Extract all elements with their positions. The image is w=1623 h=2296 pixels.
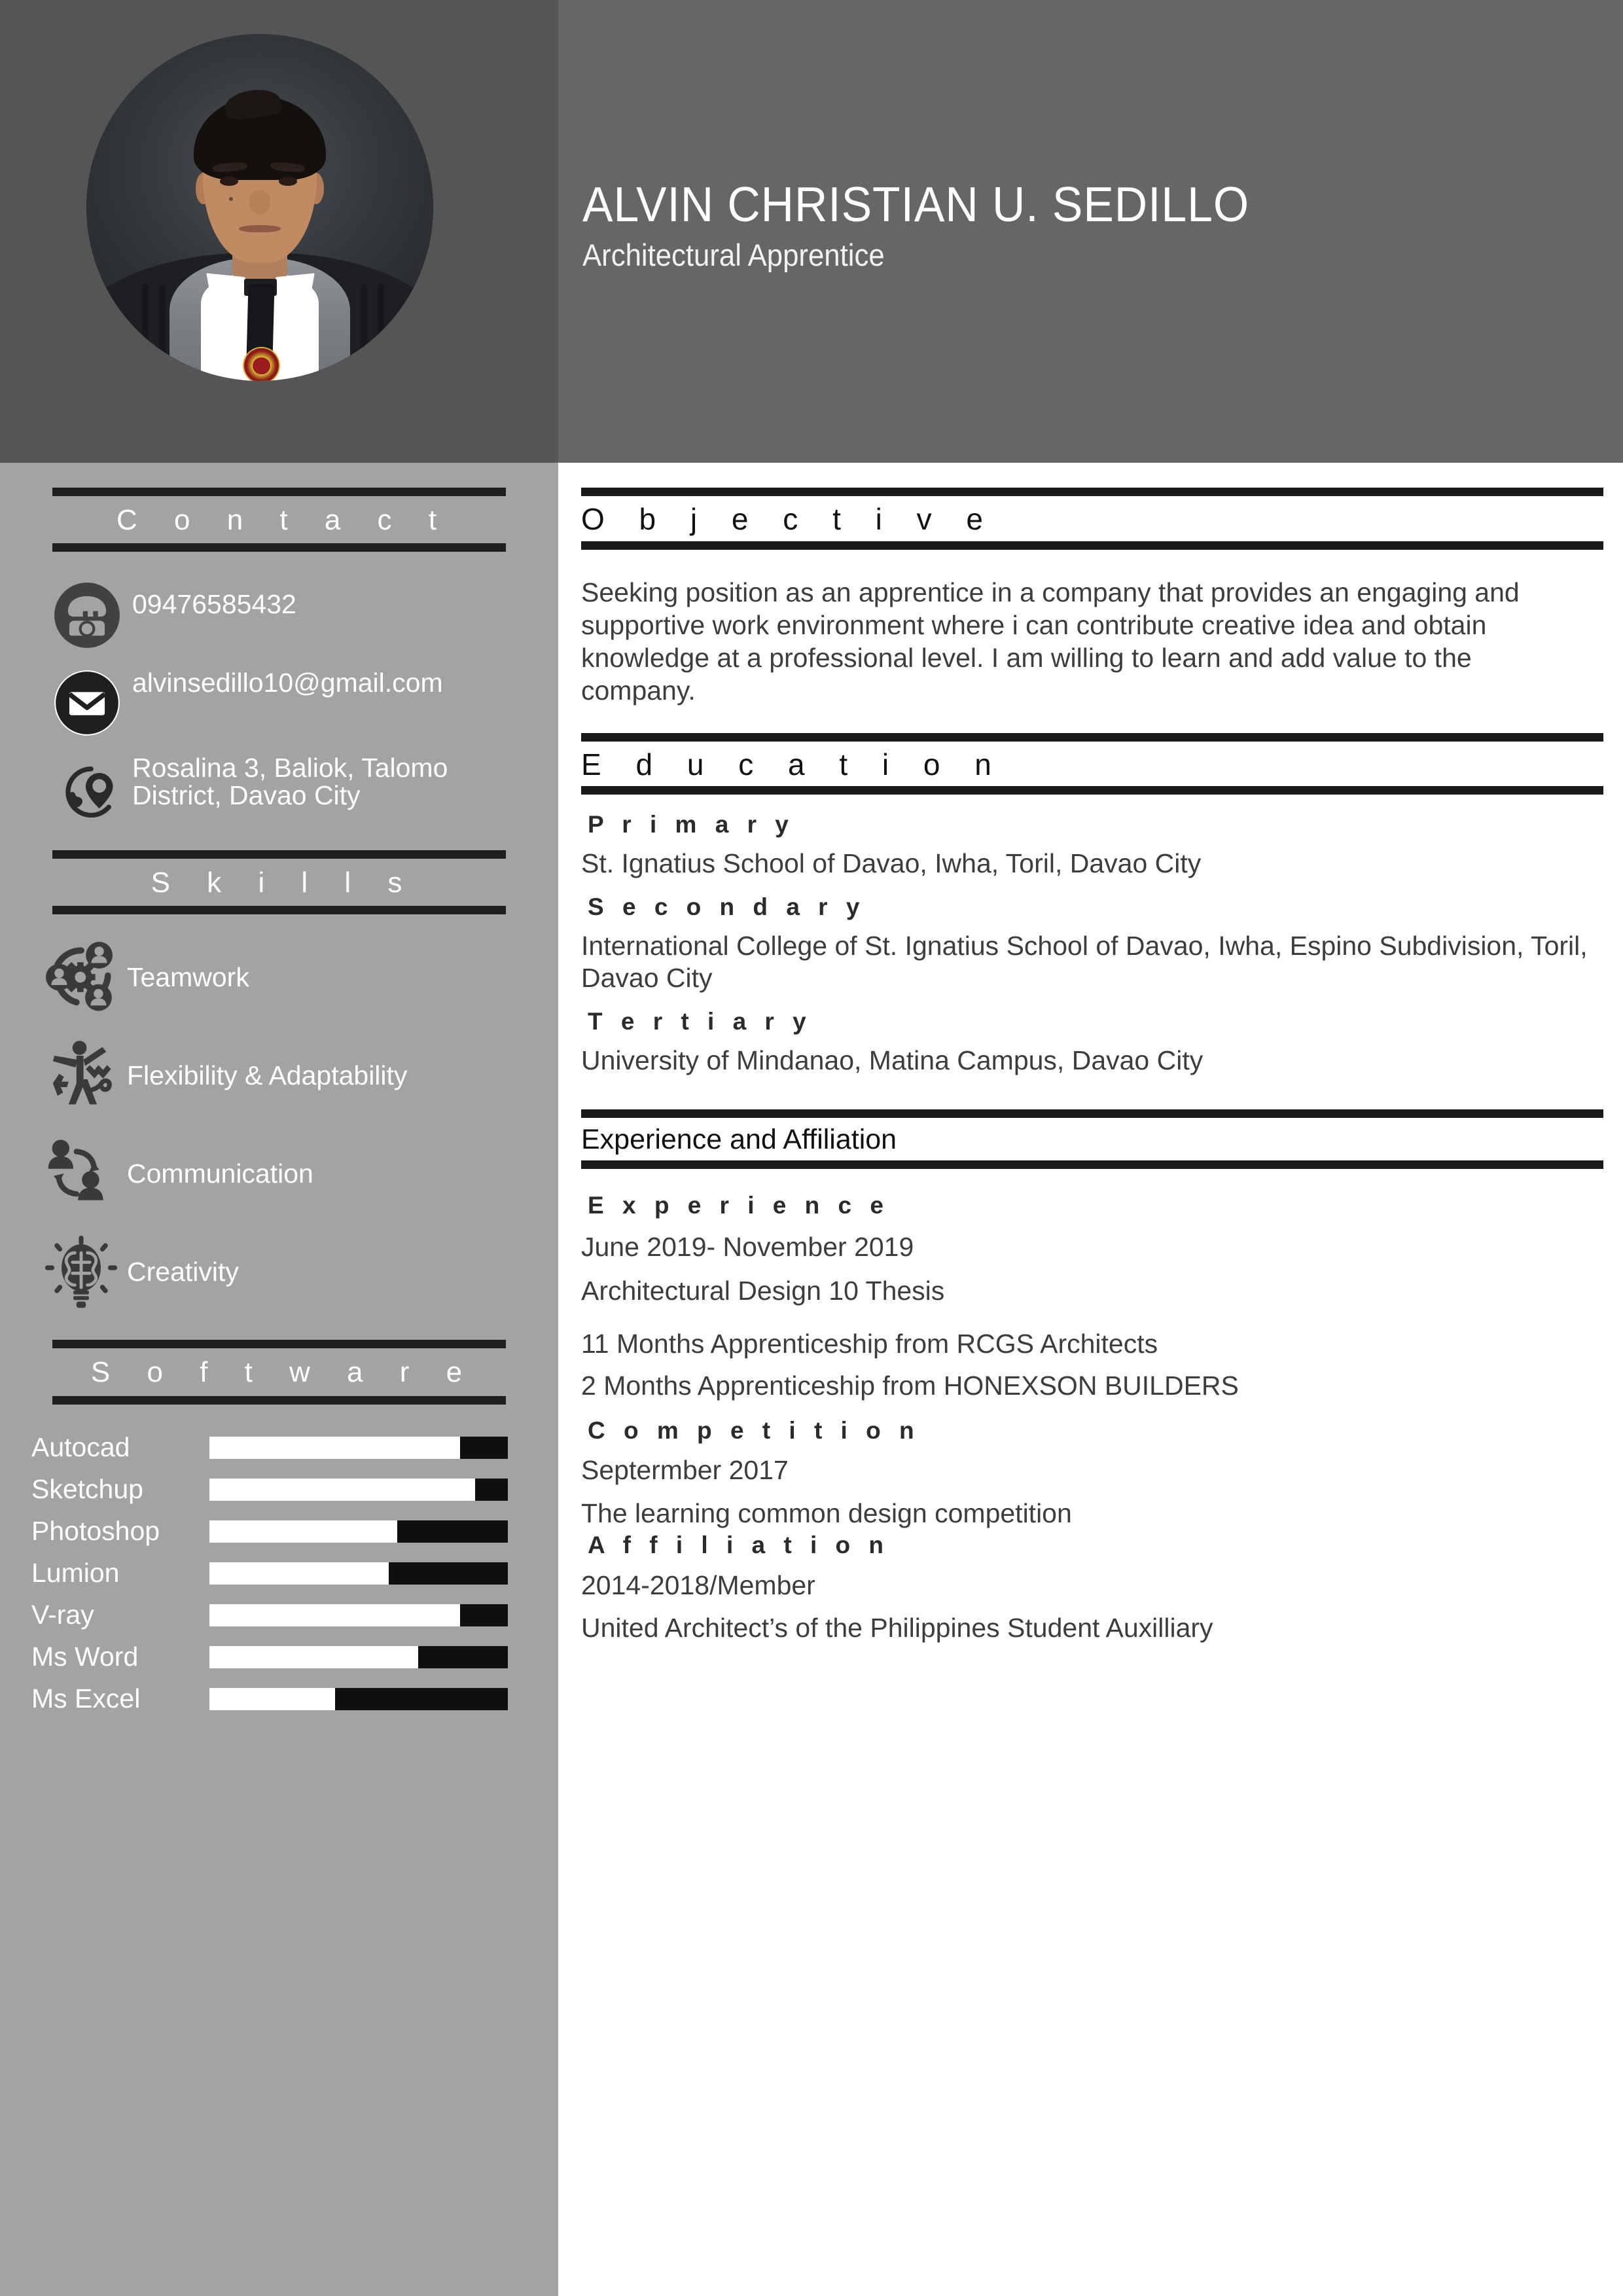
objective-text: Seeking position as an apprentice in a company that provides an engaging and supportive work environment where i can contribute creative idea and obtain knowledge at a professional level. I am willing to learn and add value to the company. xyxy=(581,577,1520,706)
software-level-fill xyxy=(209,1604,460,1626)
experience-affiliation-title: Experience and Affiliation xyxy=(581,1124,897,1156)
software-row xyxy=(31,1594,558,1636)
software-row xyxy=(31,1469,558,1511)
software-level-bar xyxy=(209,1646,508,1668)
education-level-tertiary: T e r t i a r y xyxy=(588,1008,812,1035)
eye-right xyxy=(279,177,297,186)
software-level-fill xyxy=(209,1520,397,1543)
divider-top xyxy=(52,1340,506,1348)
communication-icon xyxy=(39,1132,123,1215)
gown-pleat xyxy=(361,284,367,381)
software-level-fill xyxy=(209,1562,389,1585)
divider-top xyxy=(581,733,1603,742)
software-name: Photoshop xyxy=(31,1516,160,1547)
eye-left xyxy=(220,177,238,186)
experience-item-2: 2 Months Apprenticeship from HONEXSON BUILDERS xyxy=(581,1370,1239,1401)
software-level-bar xyxy=(209,1688,508,1710)
email-icon xyxy=(51,667,123,739)
divider-top xyxy=(52,488,506,496)
gown-pleat xyxy=(159,284,166,381)
affiliation-date: 2014-2018/Member xyxy=(581,1570,815,1600)
divider-bottom xyxy=(52,543,506,552)
software-level-fill xyxy=(209,1479,475,1501)
gown-pleat xyxy=(378,284,384,381)
education-school-tertiary: University of Mindanao, Matina Campus, Davao City xyxy=(581,1045,1204,1075)
software-level-bar xyxy=(209,1437,508,1459)
divider-bottom xyxy=(581,1160,1603,1169)
software-row xyxy=(31,1678,558,1720)
skills-title: S k i l l s xyxy=(151,867,417,899)
software-level-bar xyxy=(209,1562,508,1585)
software-level-bar xyxy=(209,1520,508,1543)
software-list xyxy=(0,1427,558,1720)
software-row xyxy=(31,1427,558,1469)
full-name: ALVIN CHRISTIAN U. SEDILLO xyxy=(582,177,1250,232)
software-section-header xyxy=(52,1340,506,1404)
affiliation-heading: A f f i l i a t i o n xyxy=(588,1531,890,1558)
email-value: alvinsedillo10@gmail.com xyxy=(132,668,443,698)
software-row xyxy=(31,1552,558,1594)
competition-date: Septermber 2017 xyxy=(581,1455,789,1486)
avatar xyxy=(86,34,433,381)
software-row xyxy=(31,1511,558,1552)
software-level-fill xyxy=(209,1646,418,1668)
contact-address-row[interactable] xyxy=(51,753,558,825)
divider-bottom xyxy=(52,1396,506,1405)
creativity-lightbulb-icon xyxy=(39,1230,123,1314)
contact-email-row[interactable] xyxy=(51,667,558,739)
sidebar xyxy=(0,463,558,2296)
software-name: Lumion xyxy=(31,1558,120,1588)
divider-bottom xyxy=(52,906,506,914)
education-level-primary: P r i m a r y xyxy=(588,811,794,838)
skill-item-flexibility[interactable] xyxy=(39,1033,558,1117)
address-value: Rosalina 3, Baliok, Talomo District, Davao City xyxy=(132,753,448,810)
contact-phone-row[interactable] xyxy=(51,579,558,651)
education-title: E d u c a t i o n xyxy=(581,747,1005,781)
divider-top xyxy=(52,850,506,859)
experience-date: June 2019- November 2019 xyxy=(581,1232,914,1263)
education-school-primary: St. Ignatius School of Davao, Iwha, Toril, Davao City xyxy=(581,848,1202,878)
skill-label: Flexibility & Adaptability xyxy=(127,1060,408,1090)
experience-project: Architectural Design 10 Thesis xyxy=(581,1276,945,1306)
resume-header xyxy=(0,0,1623,463)
nose xyxy=(249,190,270,215)
software-level-bar xyxy=(209,1479,508,1501)
software-level-bar xyxy=(209,1604,508,1626)
skill-label: Teamwork xyxy=(127,961,249,992)
divider-top xyxy=(581,1109,1603,1118)
contact-section-header xyxy=(52,488,506,552)
divider-bottom xyxy=(581,541,1603,550)
gown-pleat xyxy=(142,284,149,381)
competition-detail: The learning common design competition xyxy=(581,1498,1072,1528)
experience-section-header xyxy=(581,1109,1603,1169)
university-seal-core xyxy=(252,357,271,376)
software-name: Sketchup xyxy=(31,1474,143,1505)
software-level-fill xyxy=(209,1688,335,1710)
education-level-secondary: S e c o n d a r y xyxy=(588,893,866,921)
affiliation-detail: United Architect’s of the Philippines Student Auxilliary xyxy=(581,1612,1213,1643)
objective-title: O b j e c t i v e xyxy=(581,502,996,536)
skill-item-communication[interactable] xyxy=(39,1132,558,1215)
phone-value: 09476585432 xyxy=(132,589,296,620)
location-globe-icon xyxy=(51,753,123,825)
skill-item-teamwork[interactable] xyxy=(39,935,558,1019)
software-name: V-ray xyxy=(31,1600,94,1630)
name-block xyxy=(582,177,1577,272)
skill-item-creativity[interactable] xyxy=(39,1230,558,1314)
competition-heading: C o m p e t i t i o n xyxy=(588,1416,920,1444)
software-level-fill xyxy=(209,1437,460,1459)
software-name: Autocad xyxy=(31,1432,130,1463)
phone-icon xyxy=(51,579,123,651)
experience-heading: E x p e r i e n c e xyxy=(588,1192,889,1219)
software-name: Ms Word xyxy=(31,1641,139,1672)
contact-title: C o n t a c t xyxy=(116,504,451,536)
mouth xyxy=(239,225,281,233)
divider-top xyxy=(581,488,1603,496)
objective-section-header xyxy=(581,488,1603,550)
skill-label: Communication xyxy=(127,1158,313,1189)
main-column xyxy=(558,463,1623,2296)
divider-bottom xyxy=(581,786,1603,795)
skills-section-header xyxy=(52,850,506,914)
job-title: Architectural Apprentice xyxy=(582,238,885,272)
education-school-secondary: International College of St. Ignatius School of Davao, Iwha, Espino Subdivision, Toril, Davao City xyxy=(581,930,1588,993)
software-name: Ms Excel xyxy=(31,1683,141,1714)
flexibility-icon xyxy=(39,1033,123,1117)
skill-label: Creativity xyxy=(127,1256,239,1287)
teamwork-icon xyxy=(39,935,123,1019)
software-title: S o f t w a r e xyxy=(90,1356,477,1389)
software-row xyxy=(31,1636,558,1678)
experience-item-1: 11 Months Apprenticeship from RCGS Architects xyxy=(581,1329,1158,1359)
education-section-header xyxy=(581,733,1603,795)
